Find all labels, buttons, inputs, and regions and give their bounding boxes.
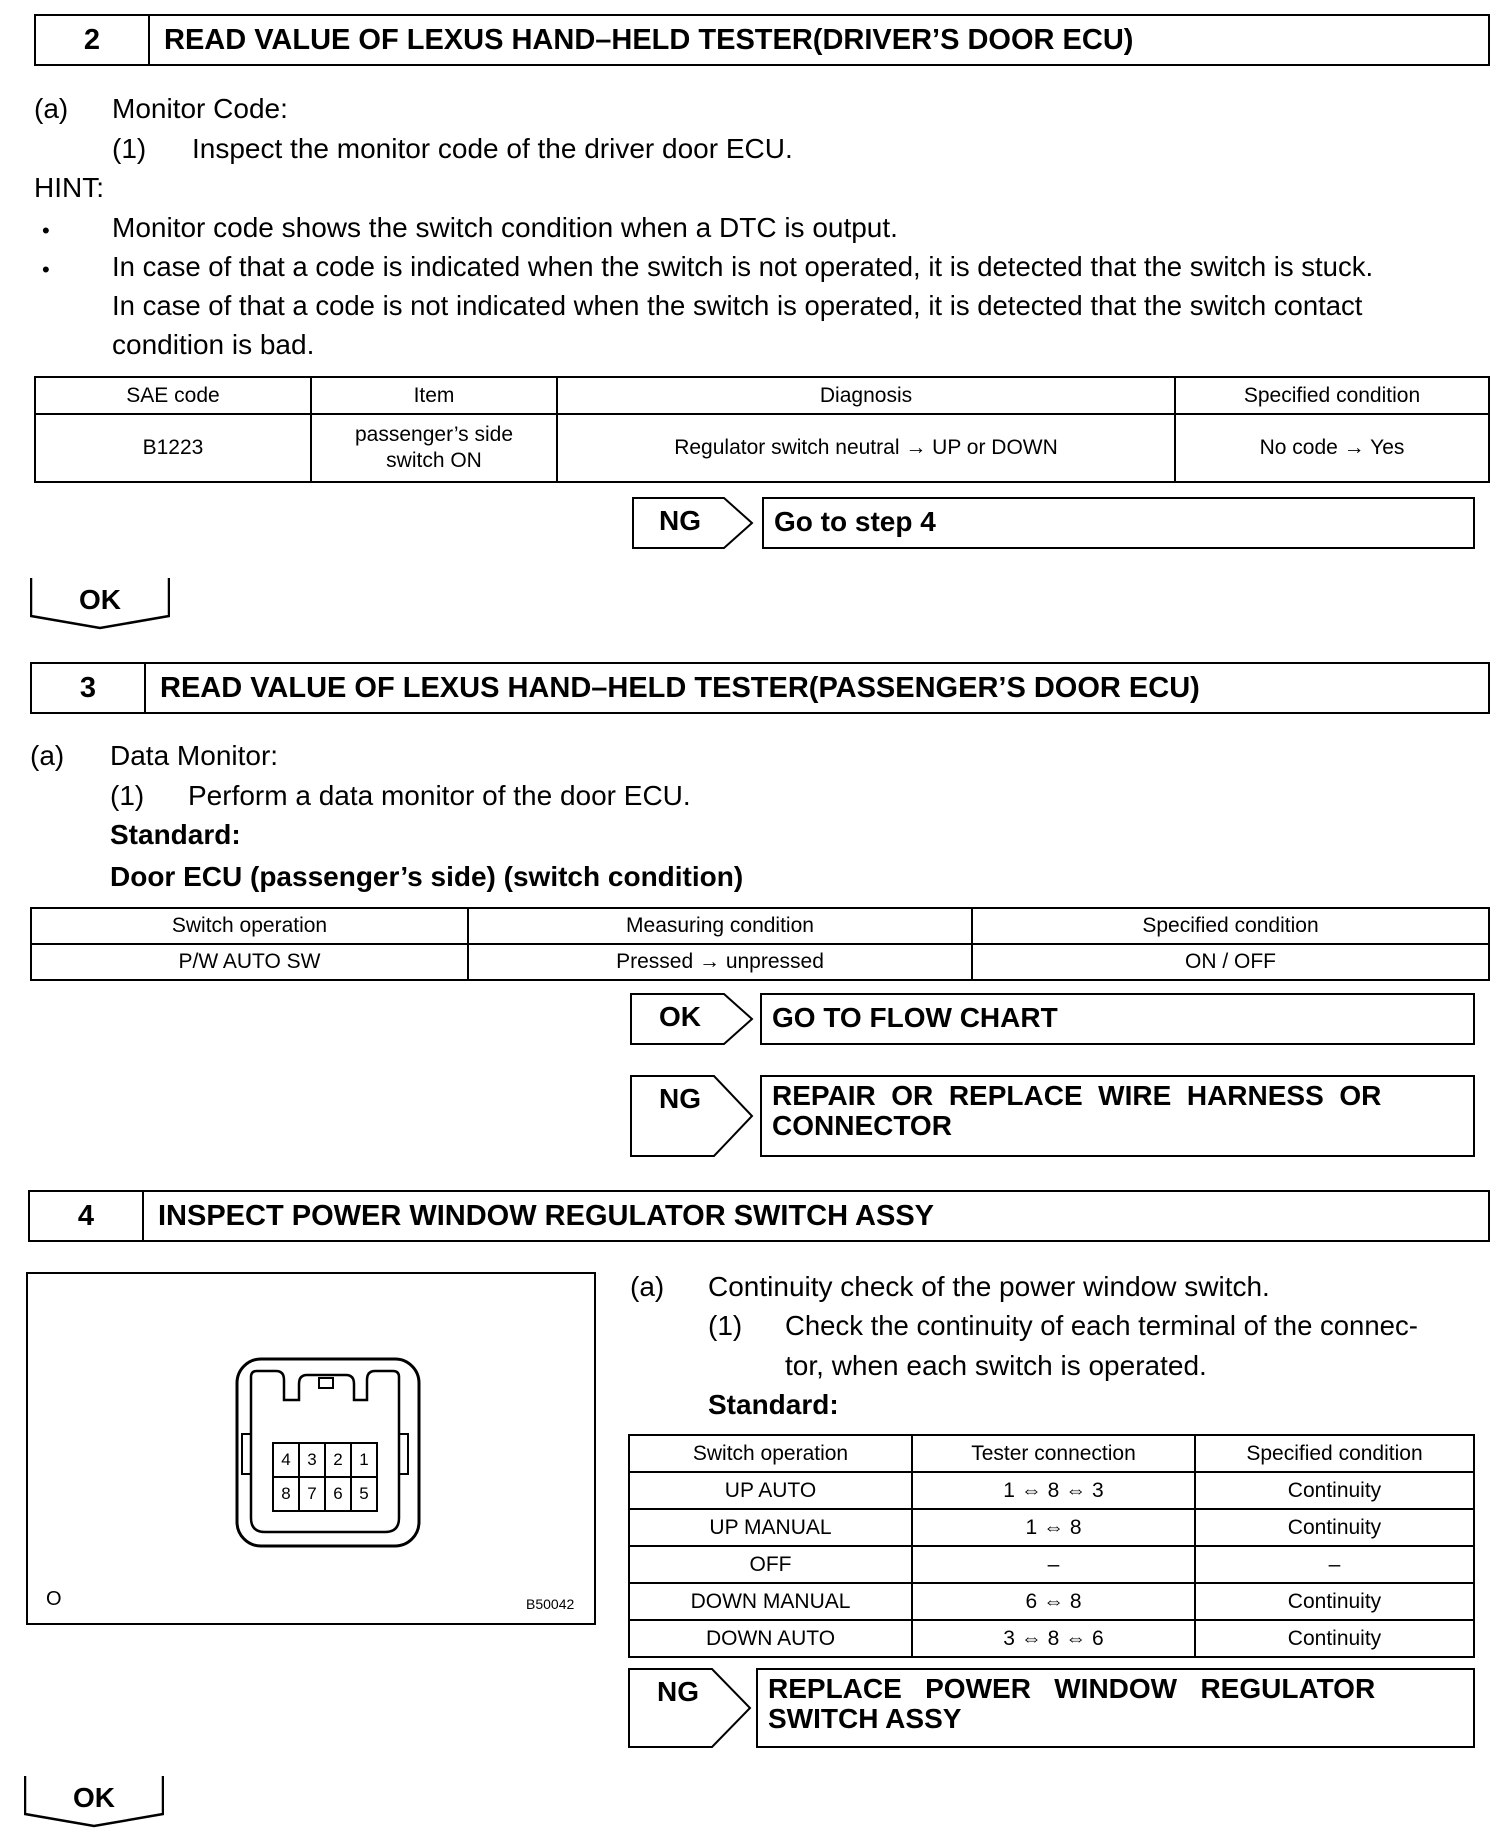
table-cell: Pressed → unpressed xyxy=(468,944,972,980)
table-cell: 6 ⇔ 8 xyxy=(912,1583,1195,1620)
ng-arrow-tag xyxy=(628,1668,754,1748)
ng-result-line: REPAIR OR REPLACE WIRE HARNESS OR xyxy=(772,1080,1382,1111)
ng-result-box: Go to step 4 xyxy=(762,497,1475,549)
table-cell xyxy=(311,414,557,482)
table-cell-line: switch ON xyxy=(386,449,482,472)
table-cell: ON / OFF xyxy=(972,944,1489,980)
subitem-text: Check the continuity of each terminal of the connec- xyxy=(785,1310,1418,1341)
table-caption: Door ECU (passenger’s side) (switch condition) xyxy=(110,861,744,892)
subitem-text: Perform a data monitor of the door ECU. xyxy=(188,780,691,811)
step-2-header xyxy=(34,14,1490,66)
ng-result-line: SWITCH ASSY xyxy=(768,1703,962,1734)
pin-label: 4 xyxy=(281,1450,291,1469)
table-cell: P/W AUTO SW xyxy=(31,944,468,980)
bullet-icon: • xyxy=(42,257,50,282)
ok-result-box: GO TO FLOW CHART xyxy=(760,993,1475,1045)
pin-label: 3 xyxy=(307,1450,317,1469)
ng-arrow-tag xyxy=(630,1075,756,1157)
data-monitor-table xyxy=(30,907,1490,981)
ok-arrow-tag xyxy=(630,993,756,1045)
table-header: SAE code xyxy=(35,377,311,414)
item-text-a: Continuity check of the power window switch. xyxy=(708,1271,1270,1302)
table-cell: DOWN AUTO xyxy=(629,1620,912,1657)
pin-label: 5 xyxy=(359,1484,369,1503)
table-header: Specified condition xyxy=(1175,377,1489,414)
continuity-table xyxy=(628,1434,1475,1658)
hint-bullet: In case of that a code is indicated when the switch is not operated, it is detected that the switch is stuck. xyxy=(112,251,1374,282)
pin-label: 1 xyxy=(359,1450,369,1469)
table-cell: Continuity xyxy=(1195,1620,1474,1657)
table-cell: – xyxy=(912,1546,1195,1583)
item-label-a: (a) xyxy=(630,1271,665,1302)
ng-result-line: CONNECTOR xyxy=(772,1110,952,1141)
table-header: Item xyxy=(311,377,557,414)
hint-label: HINT: xyxy=(34,172,104,203)
ok-down-tab xyxy=(30,578,170,630)
connector-figure xyxy=(26,1272,596,1625)
step-number: 3 xyxy=(32,664,146,712)
step-3-header xyxy=(30,662,1490,714)
table-header: Switch operation xyxy=(31,908,468,944)
step-title: READ VALUE OF LEXUS HAND–HELD TESTER(DRIVER’S DOOR ECU) xyxy=(164,23,1134,56)
table-cell: – xyxy=(1195,1546,1474,1583)
subitem-text: tor, when each switch is operated. xyxy=(785,1350,1207,1381)
ng-result-box xyxy=(756,1668,1475,1748)
step-number: 2 xyxy=(36,16,150,64)
pin-label: 8 xyxy=(281,1484,291,1503)
table-cell: 1 ⇔ 8 ⇔ 3 xyxy=(912,1472,1195,1509)
step-title: READ VALUE OF LEXUS HAND–HELD TESTER(PASSENGER’S DOOR ECU) xyxy=(160,671,1200,704)
table-header: Tester connection xyxy=(912,1435,1195,1472)
ng-label: NG xyxy=(657,1676,699,1707)
step-4-header xyxy=(28,1190,1490,1242)
pin-label: 2 xyxy=(333,1450,343,1469)
item-label-a: (a) xyxy=(30,740,65,771)
bullet-icon: • xyxy=(42,218,50,243)
standard-label: Standard: xyxy=(110,819,241,850)
ng-result-line: REPLACE POWER WINDOW REGULATOR xyxy=(768,1673,1376,1704)
item-label-a: (a) xyxy=(34,93,69,124)
table-cell-line: passenger’s side xyxy=(355,423,513,446)
table-cell: No code → Yes xyxy=(1175,414,1489,482)
table-cell: DOWN MANUAL xyxy=(629,1583,912,1620)
table-cell: Continuity xyxy=(1195,1583,1474,1620)
pin-label: 6 xyxy=(333,1484,343,1503)
standard-label: Standard: xyxy=(708,1389,839,1420)
table-header: Switch operation xyxy=(629,1435,912,1472)
figure-corner-mark: O xyxy=(46,1588,62,1610)
table-cell: OFF xyxy=(629,1546,912,1583)
table-cell: 3 ⇔ 8 ⇔ 6 xyxy=(912,1620,1195,1657)
table-cell: 1 ⇔ 8 xyxy=(912,1509,1195,1546)
subitem-label: (1) xyxy=(708,1310,743,1341)
pin-label: 7 xyxy=(307,1484,317,1503)
table-header: Diagnosis xyxy=(557,377,1175,414)
step-title: INSPECT POWER WINDOW REGULATOR SWITCH ASSY xyxy=(158,1199,935,1232)
subitem-label: (1) xyxy=(110,780,145,811)
item-text-a: Monitor Code: xyxy=(112,93,288,124)
table-header: Measuring condition xyxy=(468,908,972,944)
table-header: Specified condition xyxy=(1195,1435,1474,1472)
step-number: 4 xyxy=(30,1192,144,1240)
ng-label: NG xyxy=(659,1083,701,1114)
ng-arrow-tag xyxy=(632,497,756,549)
ng-result-box xyxy=(760,1075,1475,1157)
table-cell: B1223 xyxy=(35,414,311,482)
table-cell: UP MANUAL xyxy=(629,1509,912,1546)
subitem-label: (1) xyxy=(112,133,147,164)
monitor-code-table xyxy=(34,376,1490,483)
table-cell: Regulator switch neutral → UP or DOWN xyxy=(557,414,1175,482)
hint-bullet-continuation: condition is bad. xyxy=(112,329,315,360)
ng-label: NG xyxy=(659,505,701,536)
table-cell: Continuity xyxy=(1195,1509,1474,1546)
table-cell: Continuity xyxy=(1195,1472,1474,1509)
ok-down-tab xyxy=(24,1776,164,1828)
hint-bullet-continuation: In case of that a code is not indicated when the switch is operated, it is detected that the switch contact xyxy=(112,290,1363,321)
subitem-text: Inspect the monitor code of the driver door ECU. xyxy=(192,133,793,164)
ok-label: OK xyxy=(73,1782,115,1813)
ok-label: OK xyxy=(659,1001,701,1032)
item-text-a: Data Monitor: xyxy=(110,740,279,771)
figure-code: B50042 xyxy=(526,1596,575,1612)
table-header: Specified condition xyxy=(972,908,1489,944)
hint-bullet: Monitor code shows the switch condition when a DTC is output. xyxy=(112,212,898,243)
ok-label: OK xyxy=(79,584,121,615)
table-cell: UP AUTO xyxy=(629,1472,912,1509)
